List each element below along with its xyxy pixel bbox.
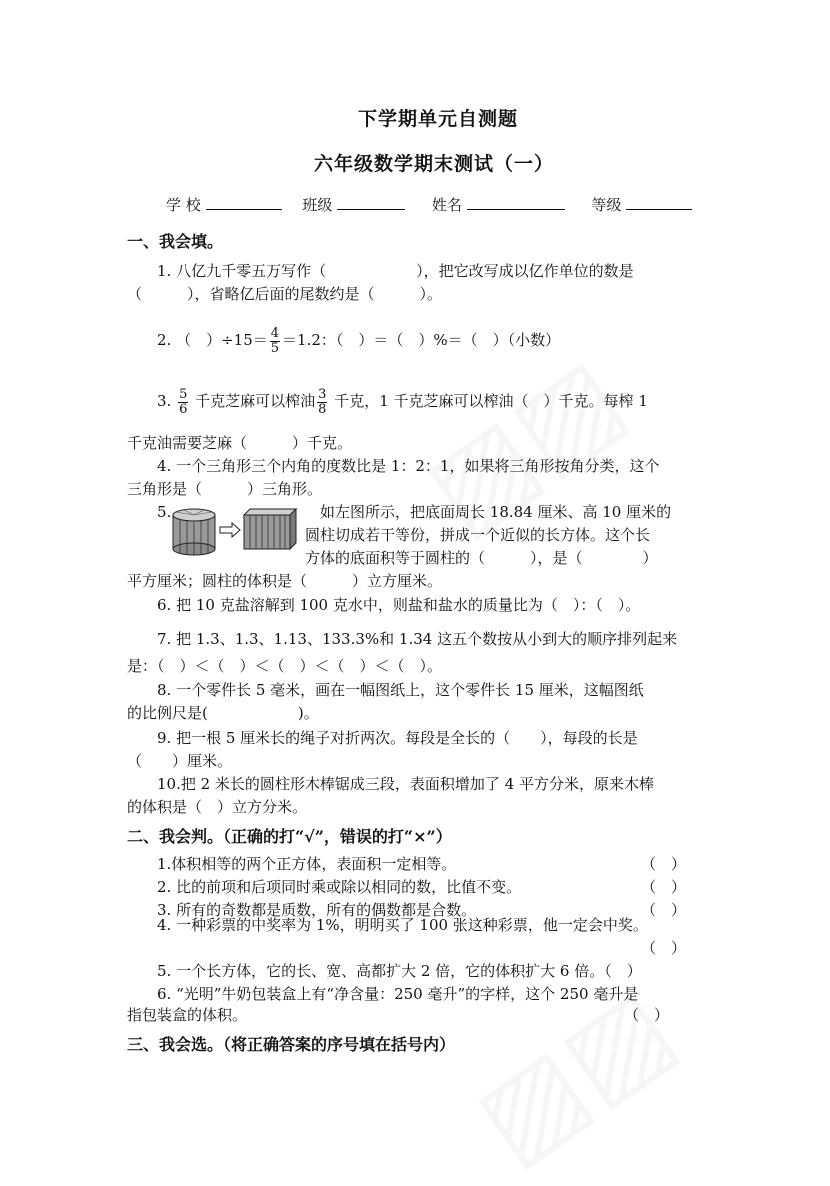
question-5-number: 5. <box>157 503 172 521</box>
cylinder-icon <box>173 509 215 555</box>
section-heading: 二、我会判。（正确的打“√”，错误的打“×”） <box>127 827 452 846</box>
school-field[interactable] <box>206 195 282 210</box>
question-1-line-1: 1. 八亿九千零五万写作（ ），把它改写成以亿作单位的数是 <box>157 262 634 280</box>
judge-item-3: 3. 所有的奇数都是质数，所有的偶数都是合数。 <box>157 901 477 919</box>
fraction <box>178 388 188 417</box>
question-10-line-2: 的体积是（ ）立方分米。 <box>127 798 308 816</box>
fraction-denominator: 8 <box>318 401 327 417</box>
cuboid-icon <box>244 509 296 549</box>
judge-item-6-line-2: 指包装盒的体积。 <box>127 1006 248 1024</box>
question-6: 6. 把 10 克盐溶解到 100 克水中，则盐和盐水的质量比为（ ）：（ ）。 <box>157 596 641 614</box>
judge-item-6-line-1: 6. “光明”牛奶包装盒上有“净含量：250 毫升”的字样，这个 250 毫升是 <box>157 985 639 1003</box>
question-7-line-2: 是：（ ）＜（ ）＜（ ）＜（ ）＜（ ）。 <box>127 657 443 675</box>
judge-item-1: 1.体积相等的两个正方体，表面积一定相等。 <box>157 855 457 873</box>
question-2-prefix: 2. （ ）÷15＝ <box>157 331 268 349</box>
judge-answer-paren[interactable]: （ ） <box>641 939 687 957</box>
judge-item-5: 5. 一个长方体，它的长、宽、高都扩大 2 倍，它的体积扩大 6 倍。（ ） <box>157 962 642 980</box>
class-label: 班级 <box>302 196 333 214</box>
grade-label: 等级 <box>591 196 622 214</box>
school-label: 学 校 <box>166 196 201 214</box>
fraction <box>317 388 327 417</box>
name-field[interactable] <box>467 195 565 210</box>
class-field[interactable] <box>337 195 405 210</box>
grade-field[interactable] <box>626 195 692 210</box>
question-5-line-2: 圆柱切成若干等份，拼成一个近似的长方体。这个长 <box>305 526 651 544</box>
question-9-line-2: （ ）厘米。 <box>127 752 233 770</box>
question-10-line-1: 10.把 2 米长的圆柱形木棒锯成三段，表面积增加了 4 平方分米，原来木棒 <box>157 775 655 793</box>
question-7-line-1: 7. 把 1.3、1.3、1.13、133.3%和 1.34 这五个数按从小到大的顺序排列起来 <box>157 630 678 648</box>
section-heading: 一、我会填。 <box>127 232 224 251</box>
judge-answer-paren[interactable]: （ ） <box>641 901 687 919</box>
question-8-line-1: 8. 一个零件长 5 毫米，画在一幅图纸上，这个零件长 15 厘米，这幅图纸 <box>157 681 644 699</box>
judge-item-2: 2. 比的前项和后项同时乘或除以相同的数，比值不变。 <box>157 878 522 896</box>
page-subtitle: 六年级数学期末测试（一） <box>314 153 555 175</box>
question-3 <box>157 386 648 417</box>
fraction-numerator: 4 <box>270 325 280 341</box>
question-4-line-1: 4. 一个三角形三个内角的度数比是 1：2：1，如果将三角形按角分类，这个 <box>157 457 660 475</box>
fraction-numerator: 3 <box>318 386 327 402</box>
judge-answer-paren[interactable]: （ ） <box>624 1006 670 1024</box>
judge-item-4: 4. 一种彩票的中奖率为 1%，明明买了 100 张这种彩票，他一定会中奖。 <box>157 916 648 934</box>
section-heading: 三、我会选。（将正确答案的序号填在括号内） <box>127 1035 456 1054</box>
question-5-line-3: 方体的底面积等于圆柱的（ ），是（ ） <box>305 549 658 567</box>
question-3-middle: 千克芝麻可以榨油 <box>195 392 316 410</box>
question-9-line-1: 9. 把一根 5 厘米长的绳子对折两次。每段是全长的（ ），每段的长是 <box>157 729 638 747</box>
arrow-right-icon <box>220 523 240 537</box>
name-label: 姓名 <box>431 196 462 214</box>
question-1-line-2: （ ），省略亿后面的尾数约是（ ）。 <box>127 285 443 303</box>
judge-answer-paren[interactable]: （ ） <box>641 855 687 873</box>
question-3-number: 3. <box>157 392 172 410</box>
cylinder-figure <box>170 505 298 557</box>
question-4-line-2: 三角形是（ ）三角形。 <box>127 480 323 498</box>
question-3-suffix: 千克，1 千克芝麻可以榨油（ ）千克。每榨 1 <box>334 392 648 410</box>
student-info-row <box>166 194 692 216</box>
judge-answer-paren[interactable]: （ ） <box>641 878 687 896</box>
question-5-line-4: 平方厘米；圆柱的体积是（ ）立方厘米。 <box>127 572 443 590</box>
question-8-line-2: 的比例尺是( )。 <box>127 704 319 722</box>
fraction-denominator: 5 <box>270 340 280 356</box>
fraction-denominator: 6 <box>179 401 188 417</box>
page-title: 下学期单元自测题 <box>358 108 519 130</box>
fraction-numerator: 5 <box>179 386 188 402</box>
question-2-suffix: ＝1.2：（ ）＝（ ）%＝（ ）（小数） <box>282 331 561 349</box>
question-5-line-1: 如左图所示，把底面周长 18.84 厘米、高 10 厘米的 <box>320 503 672 521</box>
question-2 <box>157 325 560 356</box>
question-3-line-2: 千克油需要芝麻（ ）千克。 <box>127 434 353 452</box>
fraction <box>270 327 280 356</box>
